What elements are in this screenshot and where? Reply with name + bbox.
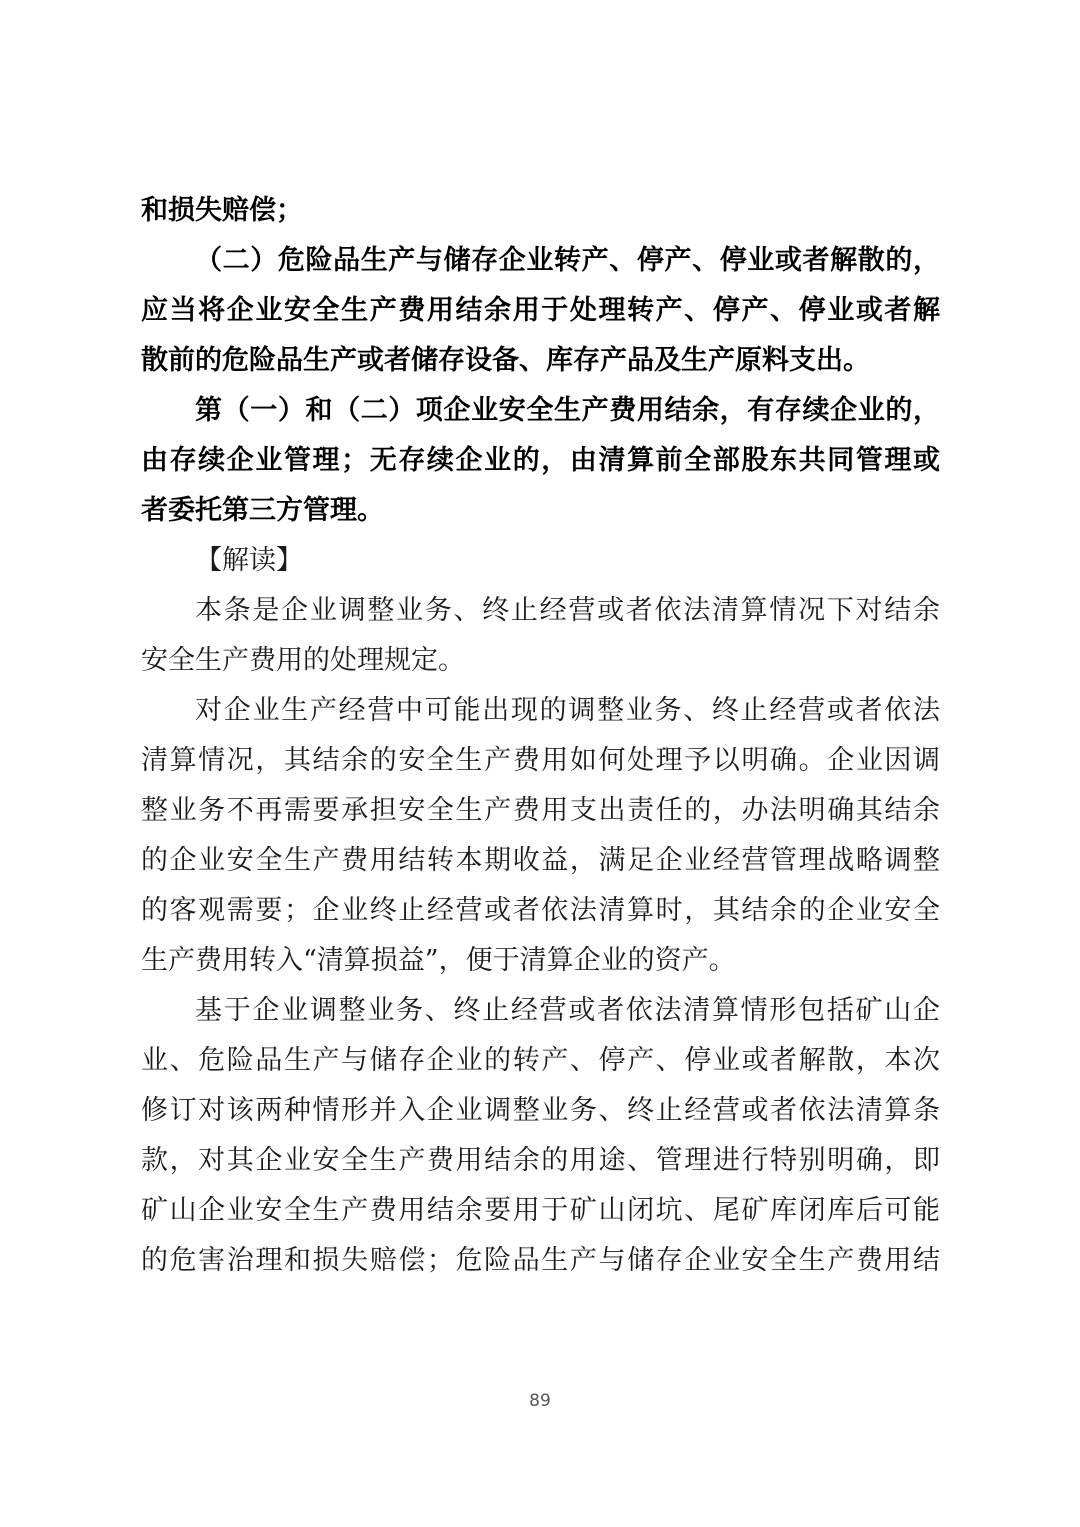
text-line: 应当将企业安全生产费用结余用于处理转产、停产、停业或者解	[141, 295, 940, 326]
text-line: 修订对该两种情形并入企业调整业务、终止经营或者依法清算条	[141, 1095, 940, 1126]
text-line: 由存续企业管理；无存续企业的，由清算前全部股东共同管理或	[141, 445, 940, 476]
text-line: 的危害治理和损失赔偿；危险品生产与储存企业安全生产费用结	[141, 1245, 940, 1276]
text-line: 【解读】	[195, 545, 303, 576]
text-line: 的企业安全生产费用结转本期收益，满足企业经营管理战略调整	[141, 845, 940, 876]
text-line: 整业务不再需要承担安全生产费用支出责任的，办法明确其结余	[141, 795, 940, 826]
text-line: 安全生产费用的处理规定。	[141, 645, 465, 676]
text-line: 款，对其企业安全生产费用结余的用途、管理进行特别明确，即	[141, 1145, 940, 1176]
text-line: 者委托第三方管理。	[141, 495, 384, 526]
text-line: 矿山企业安全生产费用结余要用于矿山闭坑、尾矿库闭库后可能	[141, 1195, 940, 1226]
text-line: 对企业生产经营中可能出现的调整业务、终止经营或者依法	[195, 695, 940, 726]
text-line: 业、危险品生产与储存企业的转产、停产、停业或者解散，本次	[141, 1045, 940, 1076]
text-content	[141, 186, 940, 1286]
text-line: 的客观需要；企业终止经营或者依法清算时，其结余的企业安全	[141, 895, 940, 926]
text-line: 第（一）和（二）项企业安全生产费用结余，有存续企业的，	[195, 395, 940, 426]
text-line: （二）危险品生产与储存企业转产、停产、停业或者解散的，	[195, 245, 940, 276]
page-number: 89	[529, 1391, 551, 1411]
text-line: 散前的危险品生产或者储存设备、库存产品及生产原料支出。	[141, 345, 870, 376]
text-line: 基于企业调整业务、终止经营或者依法清算情形包括矿山企	[195, 995, 940, 1026]
text-line: 生产费用转入“清算损益”，便于清算企业的资产。	[141, 945, 736, 976]
text-line: 本条是企业调整业务、终止经营或者依法清算情况下对结余	[195, 595, 940, 626]
text-line: 和损失赔偿；	[141, 195, 303, 226]
text-line: 清算情况，其结余的安全生产费用如何处理予以明确。企业因调	[141, 745, 940, 776]
